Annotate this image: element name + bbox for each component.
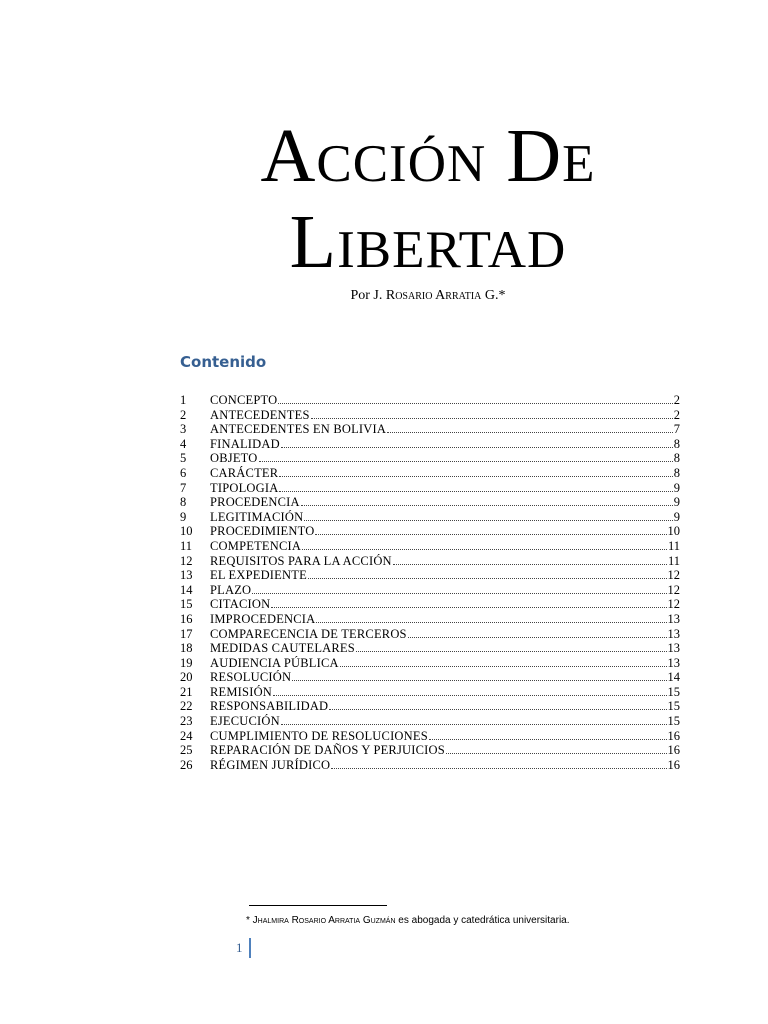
toc-entry-number: 18 — [180, 641, 193, 656]
toc-entry[interactable] — [180, 612, 680, 627]
toc-entry-number: 14 — [180, 582, 193, 597]
toc-dot-leader — [273, 694, 666, 696]
toc-entry-page[interactable]: 9 — [673, 495, 680, 510]
toc-entry-label[interactable]: RESOLUCIÓN — [210, 670, 292, 685]
toc-dot-leader — [279, 490, 672, 492]
toc-entry[interactable] — [180, 714, 680, 729]
toc-entry-page[interactable]: 11 — [667, 538, 680, 553]
toc-dot-leader — [315, 533, 666, 535]
toc-entry[interactable] — [180, 597, 680, 612]
toc-entry-page[interactable]: 16 — [667, 728, 680, 743]
toc-entry-label[interactable]: EJECUCIÓN — [210, 714, 280, 729]
document-title-line-2: Libertad — [289, 200, 567, 284]
toc-entry-label[interactable]: REMISIÓN — [210, 684, 273, 699]
toc-entry-page[interactable]: 12 — [667, 597, 680, 612]
toc-entry-number: 17 — [180, 626, 193, 641]
toc-entry-number: 6 — [180, 465, 187, 480]
toc-entry-page[interactable]: 13 — [667, 626, 680, 641]
toc-entry-page[interactable]: 15 — [667, 699, 680, 714]
toc-entry-page[interactable]: 13 — [667, 655, 680, 670]
footnote-separator — [249, 905, 387, 906]
toc-entry[interactable] — [180, 466, 680, 481]
toc-entry-label[interactable]: MEDIDAS CAUTELARES — [210, 641, 355, 656]
toc-entry[interactable] — [180, 729, 680, 744]
toc-entry[interactable] — [180, 481, 680, 496]
toc-entry-number: 22 — [180, 699, 193, 714]
footnote-text: es abogada y catedrática universitaria. — [395, 915, 570, 926]
toc-entry-number: 25 — [180, 743, 193, 758]
toc-entry-label[interactable]: IMPROCEDENCIA — [210, 611, 316, 626]
toc-entry-page[interactable]: 15 — [667, 684, 680, 699]
toc-entry-number: 26 — [180, 757, 193, 772]
toc-entry-number: 19 — [180, 655, 193, 670]
toc-entry-label[interactable]: AUDIENCIA PÚBLICA — [210, 655, 339, 670]
page-number: 1 — [236, 938, 251, 958]
toc-entry[interactable] — [180, 685, 680, 700]
toc-dot-leader — [304, 519, 672, 521]
toc-entry-label[interactable]: PROCEDIMIENTO — [210, 524, 315, 539]
toc-entry-page[interactable]: 8 — [673, 436, 680, 451]
toc-dot-leader — [271, 606, 666, 608]
toc-entry-label[interactable]: RESPONSABILIDAD — [210, 699, 329, 714]
toc-entry-page[interactable]: 16 — [667, 757, 680, 772]
toc-entry-page[interactable]: 12 — [667, 568, 680, 583]
toc-dot-leader — [292, 679, 666, 681]
toc-entry-label[interactable]: REPARACIÓN DE DAÑOS Y PERJUICIOS — [210, 743, 445, 758]
toc-entry-label[interactable]: ANTECEDENTES — [210, 407, 310, 422]
toc-dot-leader — [311, 417, 673, 419]
document-title-line-1: Acción De — [260, 114, 596, 198]
toc-entry[interactable] — [180, 641, 680, 656]
toc-entry-page[interactable]: 7 — [673, 422, 680, 437]
toc-dot-leader — [301, 504, 673, 506]
toc-entry[interactable] — [180, 583, 680, 598]
toc-entry-label[interactable]: REQUISITOS PARA LA ACCIÓN — [210, 553, 392, 568]
toc-entry-number: 8 — [180, 495, 187, 510]
table-of-contents — [180, 393, 680, 772]
toc-entry[interactable] — [180, 437, 680, 452]
toc-entry-number: 15 — [180, 597, 193, 612]
toc-entry-label[interactable]: COMPETENCIA — [210, 538, 302, 553]
toc-entry-number: 13 — [180, 568, 193, 583]
toc-entry[interactable] — [180, 656, 680, 671]
toc-dot-leader — [279, 475, 672, 477]
toc-dot-leader — [278, 402, 672, 404]
toc-entry[interactable] — [180, 422, 680, 437]
toc-entry-number: 21 — [180, 684, 193, 699]
byline-prefix: Por J. — [350, 288, 386, 303]
toc-entry-number: 24 — [180, 728, 193, 743]
toc-dot-leader — [446, 752, 667, 754]
toc-entry-page[interactable]: 10 — [667, 524, 680, 539]
toc-entry-number: 2 — [180, 407, 187, 422]
toc-entry[interactable] — [180, 451, 680, 466]
byline — [0, 288, 768, 304]
toc-dot-leader — [252, 592, 666, 594]
toc-entry-label[interactable]: CITACION — [210, 597, 271, 612]
toc-entry-number: 11 — [180, 538, 193, 553]
toc-entry[interactable] — [180, 670, 680, 685]
toc-entry-page[interactable]: 9 — [673, 480, 680, 495]
toc-entry-page[interactable]: 12 — [667, 582, 680, 597]
toc-entry[interactable] — [180, 743, 680, 758]
toc-entry-page[interactable]: 8 — [673, 451, 680, 466]
toc-entry[interactable] — [180, 627, 680, 642]
toc-entry-label[interactable]: EL EXPEDIENTE — [210, 568, 307, 583]
toc-entry-number: 5 — [180, 451, 187, 466]
toc-entry-number: 23 — [180, 714, 193, 729]
toc-entry-label[interactable]: ANTECEDENTES EN BOLIVIA — [210, 422, 387, 437]
toc-entry[interactable] — [180, 495, 680, 510]
toc-entry-label[interactable]: FINALIDAD — [210, 436, 280, 451]
toc-entry-label[interactable]: CONCEPTO — [210, 393, 278, 407]
toc-entry-number: 3 — [180, 422, 187, 437]
toc-entry[interactable] — [180, 568, 680, 583]
toc-entry-label[interactable]: CUMPLIMIENTO DE RESOLUCIONES — [210, 728, 428, 743]
toc-dot-leader — [316, 621, 666, 623]
toc-entry-number: 16 — [180, 611, 193, 626]
toc-entry[interactable] — [180, 539, 680, 554]
toc-dot-leader — [387, 431, 673, 433]
toc-dot-leader — [329, 708, 666, 710]
byline-author: Rosario Arratia — [385, 288, 482, 303]
toc-entry-label[interactable]: PROCEDENCIA — [210, 495, 300, 510]
toc-entry-page[interactable]: 15 — [667, 714, 680, 729]
toc-entry[interactable] — [180, 699, 680, 714]
toc-entry-page[interactable]: 11 — [667, 553, 680, 568]
toc-entry-label[interactable]: RÉGIMEN JURÍDICO — [210, 757, 331, 772]
toc-entry-page[interactable]: 8 — [673, 465, 680, 480]
toc-entry-page[interactable]: 2 — [673, 407, 680, 422]
toc-dot-leader — [281, 723, 667, 725]
toc-entry-label[interactable]: PLAZO — [210, 582, 252, 597]
toc-entry-label[interactable]: COMPARECENCIA DE TERCEROS — [210, 626, 407, 641]
toc-entry-label[interactable]: TIPOLOGIA — [210, 480, 279, 495]
toc-entry-number: 9 — [180, 509, 187, 524]
toc-dot-leader — [356, 650, 667, 652]
toc-entry[interactable] — [180, 554, 680, 569]
toc-dot-leader — [331, 767, 666, 769]
toc-entry[interactable] — [180, 393, 680, 408]
footnote-marker: * — [246, 915, 253, 926]
toc-dot-leader — [393, 563, 667, 565]
toc-entry-number: 12 — [180, 553, 193, 568]
toc-entry-page[interactable]: 9 — [673, 509, 680, 524]
toc-entry-number: 4 — [180, 436, 187, 451]
toc-entry-page[interactable]: 13 — [667, 641, 680, 656]
toc-dot-leader — [259, 460, 673, 462]
toc-dot-leader — [302, 548, 667, 550]
footnote-name: Jhalmira Rosario Arratia Guzmán — [252, 915, 396, 926]
toc-dot-leader — [429, 738, 667, 740]
toc-heading: Contenido — [180, 353, 267, 371]
toc-dot-leader — [340, 665, 667, 667]
toc-entry-number: 10 — [180, 524, 193, 539]
toc-entry-number: 20 — [180, 670, 193, 685]
toc-entry[interactable] — [180, 510, 680, 525]
toc-entry-page[interactable]: 14 — [667, 670, 680, 685]
toc-entry-number: 1 — [180, 393, 187, 407]
toc-entry-number: 7 — [180, 480, 187, 495]
toc-dot-leader — [281, 446, 673, 448]
toc-entry[interactable] — [180, 408, 680, 423]
toc-entry-label[interactable]: OBJETO — [210, 451, 258, 466]
byline-suffix: G.* — [481, 288, 506, 303]
toc-entry-page[interactable]: 2 — [673, 393, 680, 407]
toc-dot-leader — [408, 636, 667, 638]
toc-entry-label[interactable]: CARÁCTER — [210, 465, 279, 480]
footnote — [246, 915, 570, 926]
toc-entry-page[interactable]: 13 — [667, 611, 680, 626]
toc-entry-label[interactable]: LEGITIMACIÓN — [210, 509, 304, 524]
toc-entry[interactable] — [180, 524, 680, 539]
toc-entry[interactable] — [180, 758, 680, 773]
toc-entry-page[interactable]: 16 — [667, 743, 680, 758]
toc-dot-leader — [308, 577, 667, 579]
